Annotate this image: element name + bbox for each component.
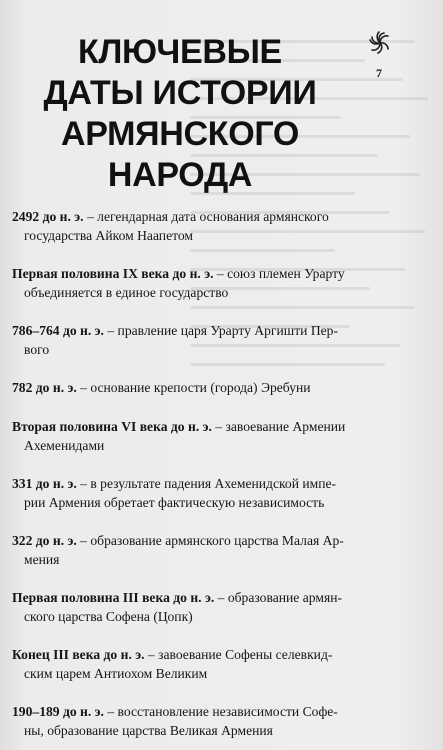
entry-date: Первая половина III века до н. э. bbox=[12, 590, 215, 605]
entry-text: – легендарная дата основания армянского bbox=[83, 209, 329, 224]
entry-date: 322 до н. э. bbox=[12, 533, 77, 548]
timeline-entry bbox=[12, 588, 366, 626]
entry-date: Первая половина IX века до н. э. bbox=[12, 266, 214, 281]
entry-text-continued: объединяется в единое государство bbox=[24, 285, 229, 300]
entry-text-continued: ского царства Софена (Цопк) bbox=[24, 609, 193, 624]
entry-date: 786–764 до н. э. bbox=[12, 323, 104, 338]
timeline-entry bbox=[12, 474, 366, 512]
entry-date: 782 до н. э. bbox=[12, 380, 77, 395]
chapter-title bbox=[30, 32, 330, 196]
entry-text-continued: мения bbox=[24, 552, 60, 567]
entry-text: – восстановление независимости Софе- bbox=[103, 704, 338, 719]
timeline-entry bbox=[12, 321, 366, 359]
chapter-title-line: ДАТЫ ИСТОРИИ bbox=[43, 74, 317, 112]
entry-date: Вторая половина VI века до н. э. bbox=[12, 419, 212, 434]
timeline-list bbox=[12, 207, 366, 740]
entry-text: – образование армян- bbox=[214, 590, 342, 605]
entry-text: – завоевание Софены селевкид- bbox=[144, 647, 333, 662]
chapter-title-line: НАРОДА bbox=[107, 156, 253, 194]
entry-text-continued: рии Армения обретает фактическую независимость bbox=[24, 495, 325, 510]
chapter-title-line: АРМЯНСКОГО bbox=[60, 115, 300, 153]
timeline-entry bbox=[12, 702, 366, 740]
entry-text-continued: государства Айком Наапетом bbox=[24, 228, 194, 243]
entry-text: – в результате падения Ахеменидской импе- bbox=[76, 476, 337, 491]
chapter-title-line: КЛЮЧЕВЫЕ bbox=[78, 33, 282, 71]
entry-date: 331 до н. э. bbox=[12, 476, 77, 491]
page-number: 7 bbox=[376, 66, 382, 80]
timeline-entry bbox=[12, 645, 366, 683]
entry-date: 2492 до н. э. bbox=[12, 209, 84, 224]
timeline-entry bbox=[12, 207, 366, 245]
entry-text: – правление царя Урарту Аргишти Пер- bbox=[103, 323, 338, 338]
entry-text-continued: ским царем Антиохом Великим bbox=[24, 666, 208, 681]
entry-text: – завоевание Армении bbox=[211, 419, 346, 434]
entry-date: Конец III века до н. э. bbox=[12, 647, 145, 662]
armenian-eternity-sign-icon bbox=[367, 30, 393, 56]
entry-text: – союз племен Урарту bbox=[213, 266, 345, 281]
timeline-entry bbox=[12, 417, 366, 455]
entry-text: – образование армянского царства Малая Ар- bbox=[76, 533, 344, 548]
entry-date: 190–189 до н. э. bbox=[12, 704, 104, 719]
entry-text-continued: Ахеменидами bbox=[24, 438, 105, 453]
entry-text: – основание крепости (города) Эребуни bbox=[76, 380, 311, 395]
timeline-entry bbox=[12, 378, 366, 397]
timeline-entry bbox=[12, 264, 366, 302]
entry-text-continued: ны, образование царства Великая Армения bbox=[24, 723, 273, 738]
entry-text-continued: вого bbox=[24, 342, 50, 357]
timeline-entry bbox=[12, 531, 366, 569]
